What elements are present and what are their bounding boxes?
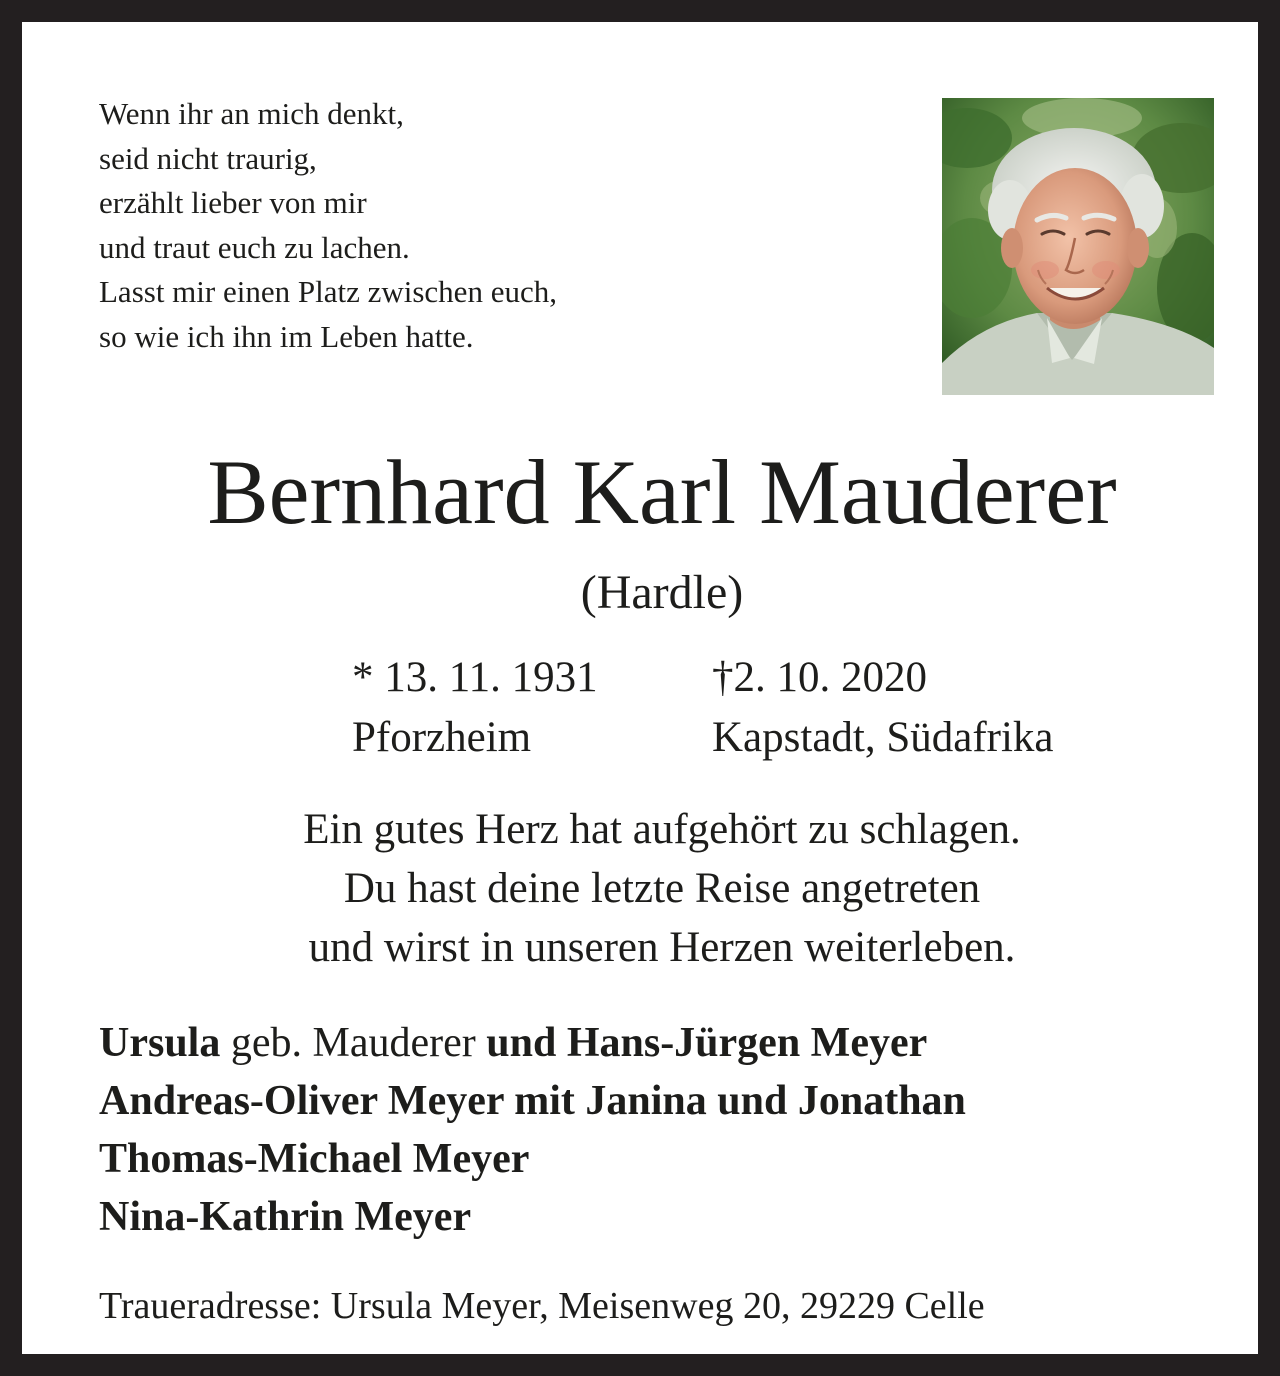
mourner-line xyxy=(99,1014,966,1072)
birth-date: * 13. 11. 1931 xyxy=(352,654,598,701)
death-place: Kapstadt, Südafrika xyxy=(712,714,1054,761)
verse-line: Ein gutes Herz hat aufgehört zu schlagen. xyxy=(303,806,1021,853)
poem-line: und traut euch zu lachen. xyxy=(99,229,410,265)
poem-line: so wie ich ihn im Leben hatte. xyxy=(99,318,474,354)
deceased-name: Bernhard Karl Mauderer xyxy=(207,441,1117,543)
poem-line: Lasst mir einen Platz zwischen euch, xyxy=(99,274,557,309)
verse-line: Du hast deine letzte Reise angetreten xyxy=(343,865,981,912)
birth-place: Pforzheim xyxy=(352,714,532,761)
portrait-illustration xyxy=(942,98,1214,395)
birth-info xyxy=(352,648,598,768)
mourners-list xyxy=(99,1014,966,1246)
mourner-line: Thomas-Michael Meyer xyxy=(99,1136,530,1182)
mourner-name: und Hans-Jürgen Meyer xyxy=(486,1020,928,1066)
memorial-verse xyxy=(22,800,1280,977)
mourner-maiden-name: geb. Mauderer xyxy=(220,1020,487,1066)
deceased-nickname: (Hardle) xyxy=(580,566,744,619)
death-date: †2. 10. 2020 xyxy=(712,654,927,701)
mourning-address: Traueradresse: Ursula Meyer, Meisenweg 20, 29229 Celle xyxy=(99,1285,985,1327)
mourner-name: Ursula xyxy=(99,1020,221,1066)
verse-line: und wirst in unseren Herzen weiterleben. xyxy=(308,924,1016,971)
mourner-line: Nina-Kathrin Meyer xyxy=(99,1194,472,1240)
poem-line: seid nicht traurig, xyxy=(99,140,317,176)
mourner-line: Andreas-Oliver Meyer mit Janina und Jonathan xyxy=(99,1078,966,1124)
portrait-photo xyxy=(942,98,1214,395)
poem-line: Wenn ihr an mich denkt, xyxy=(99,96,404,131)
poem-line: erzählt lieber von mir xyxy=(99,185,367,220)
poem xyxy=(99,92,557,359)
death-info xyxy=(712,648,1054,768)
